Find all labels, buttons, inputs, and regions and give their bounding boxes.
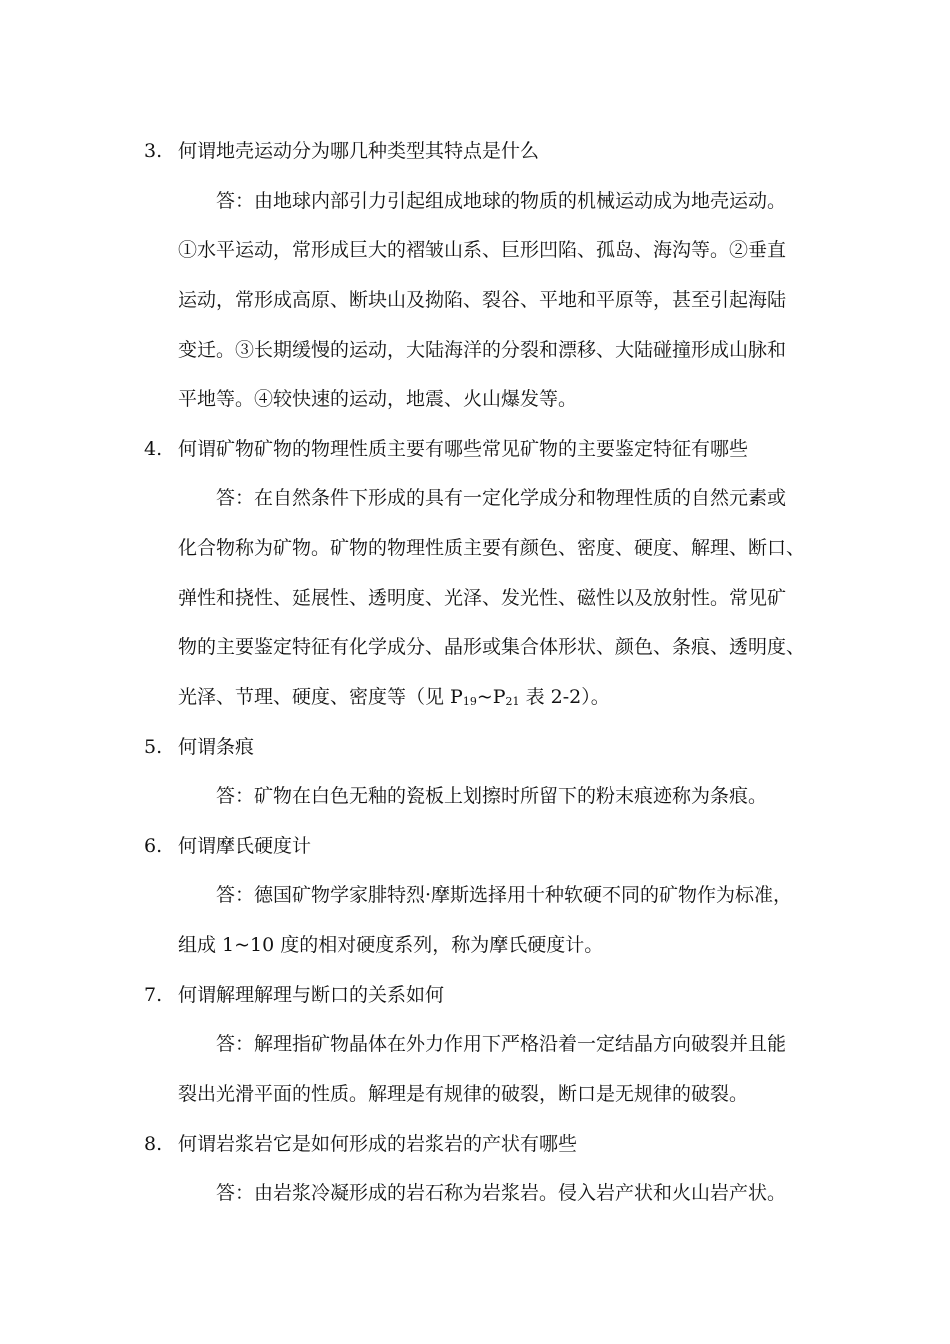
question-text: 何谓矿物矿物的物理性质主要有哪些常见矿物的主要鉴定特征有哪些 [178,438,749,460]
answer-text: 光泽、节理、硬度、密度等（见 P [178,686,463,708]
question-number: 4. [144,438,163,460]
answer-line: 答：在自然条件下形成的具有一定化学成分和物理性质的自然元素或 [216,487,787,509]
answer-line: ①水平运动，常形成巨大的褶皱山系、巨形凹陷、孤岛、海沟等。②垂直 [178,239,787,261]
answer-line: 弹性和挠性、延展性、透明度、光泽、发光性、磁性以及放射性。常见矿 [178,587,787,609]
page-subscript: 19 [462,695,477,708]
answer-line [178,688,610,707]
answer-line: 化合物称为矿物。矿物的物理性质主要有颜色、密度、硬度、解理、断口、 [178,537,806,559]
answer-line: 答：德国矿物学家腓特烈·摩斯选择用十种软硬不同的矿物作为标准， [216,884,793,906]
question-text: 何谓岩浆岩它是如何形成的岩浆岩的产状有哪些 [178,1133,578,1155]
answer-line: 运动，常形成高原、断块山及拗陷、裂谷、平地和平原等，甚至引起海陆 [178,289,787,311]
answer-line: 变迁。③长期缓慢的运动，大陆海洋的分裂和漂移、大陆碰撞形成山脉和 [178,339,787,361]
answer-line: 平地等。④较快速的运动，地震、火山爆发等。 [178,388,578,410]
question-text: 何谓摩氏硬度计 [178,835,312,857]
answer-line: 物的主要鉴定特征有化学成分、晶形或集合体形状、颜色、条痕、透明度、 [178,636,806,658]
answer-text: 表 2-2）。 [519,686,610,708]
question-text: 何谓条痕 [178,736,255,758]
question-text: 何谓地壳运动分为哪几种类型其特点是什么 [178,140,540,162]
question-number: 3. [144,140,163,162]
answer-line: 裂出光滑平面的性质。解理是有规律的破裂，断口是无规律的破裂。 [178,1083,749,1105]
answer-line: 组成 1~10 度的相对硬度系列，称为摩氏硬度计。 [178,934,604,956]
question-number: 7. [144,984,163,1006]
answer-line: 答：由岩浆冷凝形成的岩石称为岩浆岩。侵入岩产状和火山岩产状。 [216,1182,787,1204]
answer-line: 答：矿物在白色无釉的瓷板上划擦时所留下的粉末痕迹称为条痕。 [216,785,768,807]
answer-line: 答：解理指矿物晶体在外力作用下严格沿着一定结晶方向破裂并且能 [216,1033,787,1055]
question-number: 5. [144,736,163,758]
question-number: 6. [144,835,163,857]
answer-line: 答：由地球内部引力引起组成地球的物质的机械运动成为地壳运动。 [216,190,787,212]
page-subscript: 21 [505,695,520,708]
question-text: 何谓解理解理与断口的关系如何 [178,984,445,1006]
question-number: 8. [144,1133,163,1155]
answer-text: ~P [476,686,506,708]
